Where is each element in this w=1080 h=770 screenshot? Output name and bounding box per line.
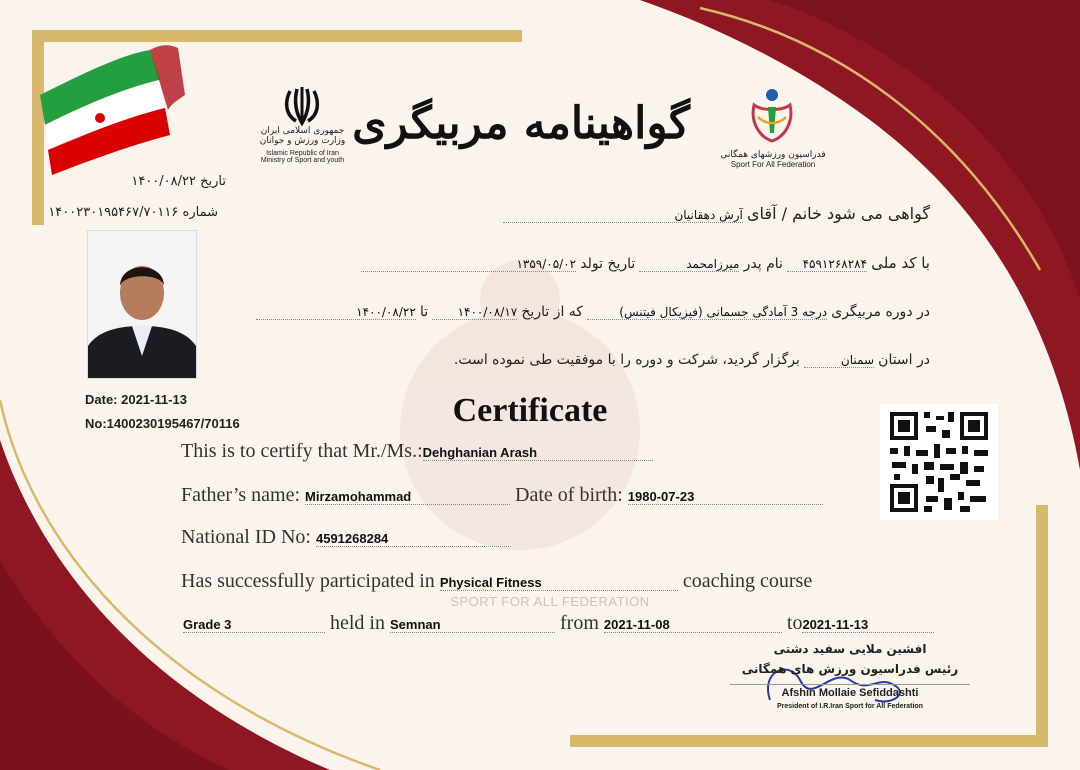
fa-course-value: درجه 3 آمادگی جسمانی (فیزیکال فیتنس) bbox=[587, 305, 827, 320]
en-nid-label: National ID No: bbox=[181, 526, 311, 548]
signature-name-fa: افشین ملایی سفید دشتی bbox=[773, 642, 927, 656]
en-line-course bbox=[181, 570, 812, 593]
fa-father-value: میرزامحمد bbox=[639, 257, 739, 272]
ministry-en-line1: Islamic Republic of Iran bbox=[266, 150, 339, 157]
en-to-value: 2021-11-13 bbox=[802, 617, 934, 633]
ministry-fa-line2: وزارت ورزش و جوانان bbox=[259, 136, 346, 146]
meta-en-number-label: No: bbox=[85, 416, 107, 431]
fa-nid-value: ۴۵۹۱۲۶۸۲۸۴ bbox=[787, 257, 867, 272]
en-line-nid bbox=[181, 526, 511, 549]
federation-en: Sport For All Federation bbox=[730, 160, 816, 169]
meta-fa-date bbox=[131, 174, 226, 189]
signature-line bbox=[730, 684, 970, 685]
meta-en-date-value: 2021-11-13 bbox=[121, 392, 187, 407]
meta-en-number bbox=[85, 416, 240, 431]
fa-from-value: ۱۴۰۰/۰۸/۱۷ bbox=[432, 305, 517, 320]
person-silhouette-icon bbox=[88, 231, 196, 378]
en-from-value: 2021-11-08 bbox=[604, 617, 782, 633]
signature-title-en: President of I.R.Iran Sport for All Federation bbox=[777, 703, 923, 710]
qr-code-icon bbox=[880, 404, 998, 520]
ministry-fa-line1: جمهوری اسلامی ایران bbox=[260, 126, 345, 136]
fa-line1-label: گواهی می شود خانم / آقای bbox=[747, 204, 930, 223]
en-from-label: from bbox=[560, 612, 599, 634]
fa-closing: برگزار گردید، شرکت و دوره را با موفقیت طی نموده است. bbox=[453, 352, 800, 368]
en-grade-value: Grade 3 bbox=[183, 617, 325, 633]
title-english: Certificate bbox=[452, 392, 608, 429]
fa-to-label: تا bbox=[419, 304, 429, 320]
fa-to-value: ۱۴۰۰/۰۸/۲۲ bbox=[256, 305, 416, 320]
fa-from-label: که از تاریخ bbox=[521, 304, 583, 320]
meta-fa-number bbox=[48, 205, 218, 220]
meta-en-date-label: Date: bbox=[85, 392, 118, 407]
fa-birth-label: تاریخ تولد bbox=[580, 256, 636, 272]
en-birth-label: Date of birth: bbox=[515, 484, 623, 506]
ministry-en-line2: Ministry of Sport and youth bbox=[260, 157, 345, 164]
title-persian: گواهینامه مربیگری bbox=[352, 98, 690, 149]
en-line-certify bbox=[181, 440, 653, 463]
gold-frame-bottom bbox=[570, 735, 1048, 747]
meta-en-date bbox=[85, 392, 187, 407]
en-participated-label: Has successfully participated in bbox=[181, 570, 435, 592]
fa-province-value: سمنان bbox=[804, 353, 874, 368]
signature-name-en: Afshin Mollaie Sefiddashti bbox=[781, 687, 919, 699]
meta-fa-number-label: شماره bbox=[182, 205, 218, 220]
en-father-value: Mirzamohammad bbox=[305, 489, 510, 505]
ministry-block bbox=[245, 126, 360, 164]
fa-course-label: در دوره مربیگری bbox=[831, 304, 930, 320]
federation-block bbox=[718, 150, 828, 169]
signature-title-fa: رئیس فدراسیون ورزش های همگانی bbox=[741, 662, 959, 676]
en-coaching-label: coaching course bbox=[682, 570, 813, 592]
watermark-text: SPORT FOR ALL FEDERATION bbox=[450, 594, 650, 609]
en-nid-value: 4591268284 bbox=[316, 531, 511, 547]
en-held-label: held in bbox=[330, 612, 385, 634]
en-line-grade bbox=[183, 612, 934, 635]
meta-fa-number-value: ۱۴۰۰۲۳۰۱۹۵۴۶۷/۷۰۱۱۶ bbox=[48, 205, 179, 220]
fa-province-label: در استان bbox=[878, 352, 930, 368]
fa-line1-value: آرش دهقانیان bbox=[503, 208, 743, 223]
fa-father-label: نام پدر bbox=[743, 256, 783, 272]
en-birth-value: 1980-07-23 bbox=[628, 489, 823, 505]
holder-photo bbox=[87, 230, 197, 379]
fa-line-2 bbox=[361, 254, 930, 272]
gold-frame-left bbox=[32, 30, 44, 225]
gold-frame-right bbox=[1036, 505, 1048, 747]
en-certify-label: This is to certify that Mr./Ms.: bbox=[181, 440, 423, 462]
federation-fa: فدراسیون ورزشهای همگانی bbox=[720, 150, 826, 160]
meta-fa-date-label: تاریخ bbox=[200, 174, 226, 189]
fa-birth-value: ۱۳۵۹/۰۵/۰۲ bbox=[361, 257, 576, 272]
gold-frame-top bbox=[32, 30, 522, 42]
fa-line-4 bbox=[454, 352, 930, 368]
en-course-value: Physical Fitness bbox=[440, 575, 678, 591]
meta-fa-date-value: ۱۴۰۰/۰۸/۲۲ bbox=[131, 174, 196, 189]
en-to-label: to bbox=[786, 612, 803, 634]
en-name-value: Dehghanian Arash bbox=[423, 445, 653, 461]
signature-block bbox=[730, 642, 970, 710]
en-father-label: Father’s name: bbox=[181, 484, 301, 506]
en-city-value: Semnan bbox=[390, 617, 555, 633]
en-line-father bbox=[181, 484, 823, 507]
fa-line-1 bbox=[503, 204, 930, 223]
qr-code-graphic bbox=[880, 404, 998, 520]
fa-nid-label: با کد ملی bbox=[871, 254, 930, 272]
fa-line-3 bbox=[256, 304, 930, 320]
meta-en-number-value: 1400230195467/70116 bbox=[106, 416, 240, 431]
